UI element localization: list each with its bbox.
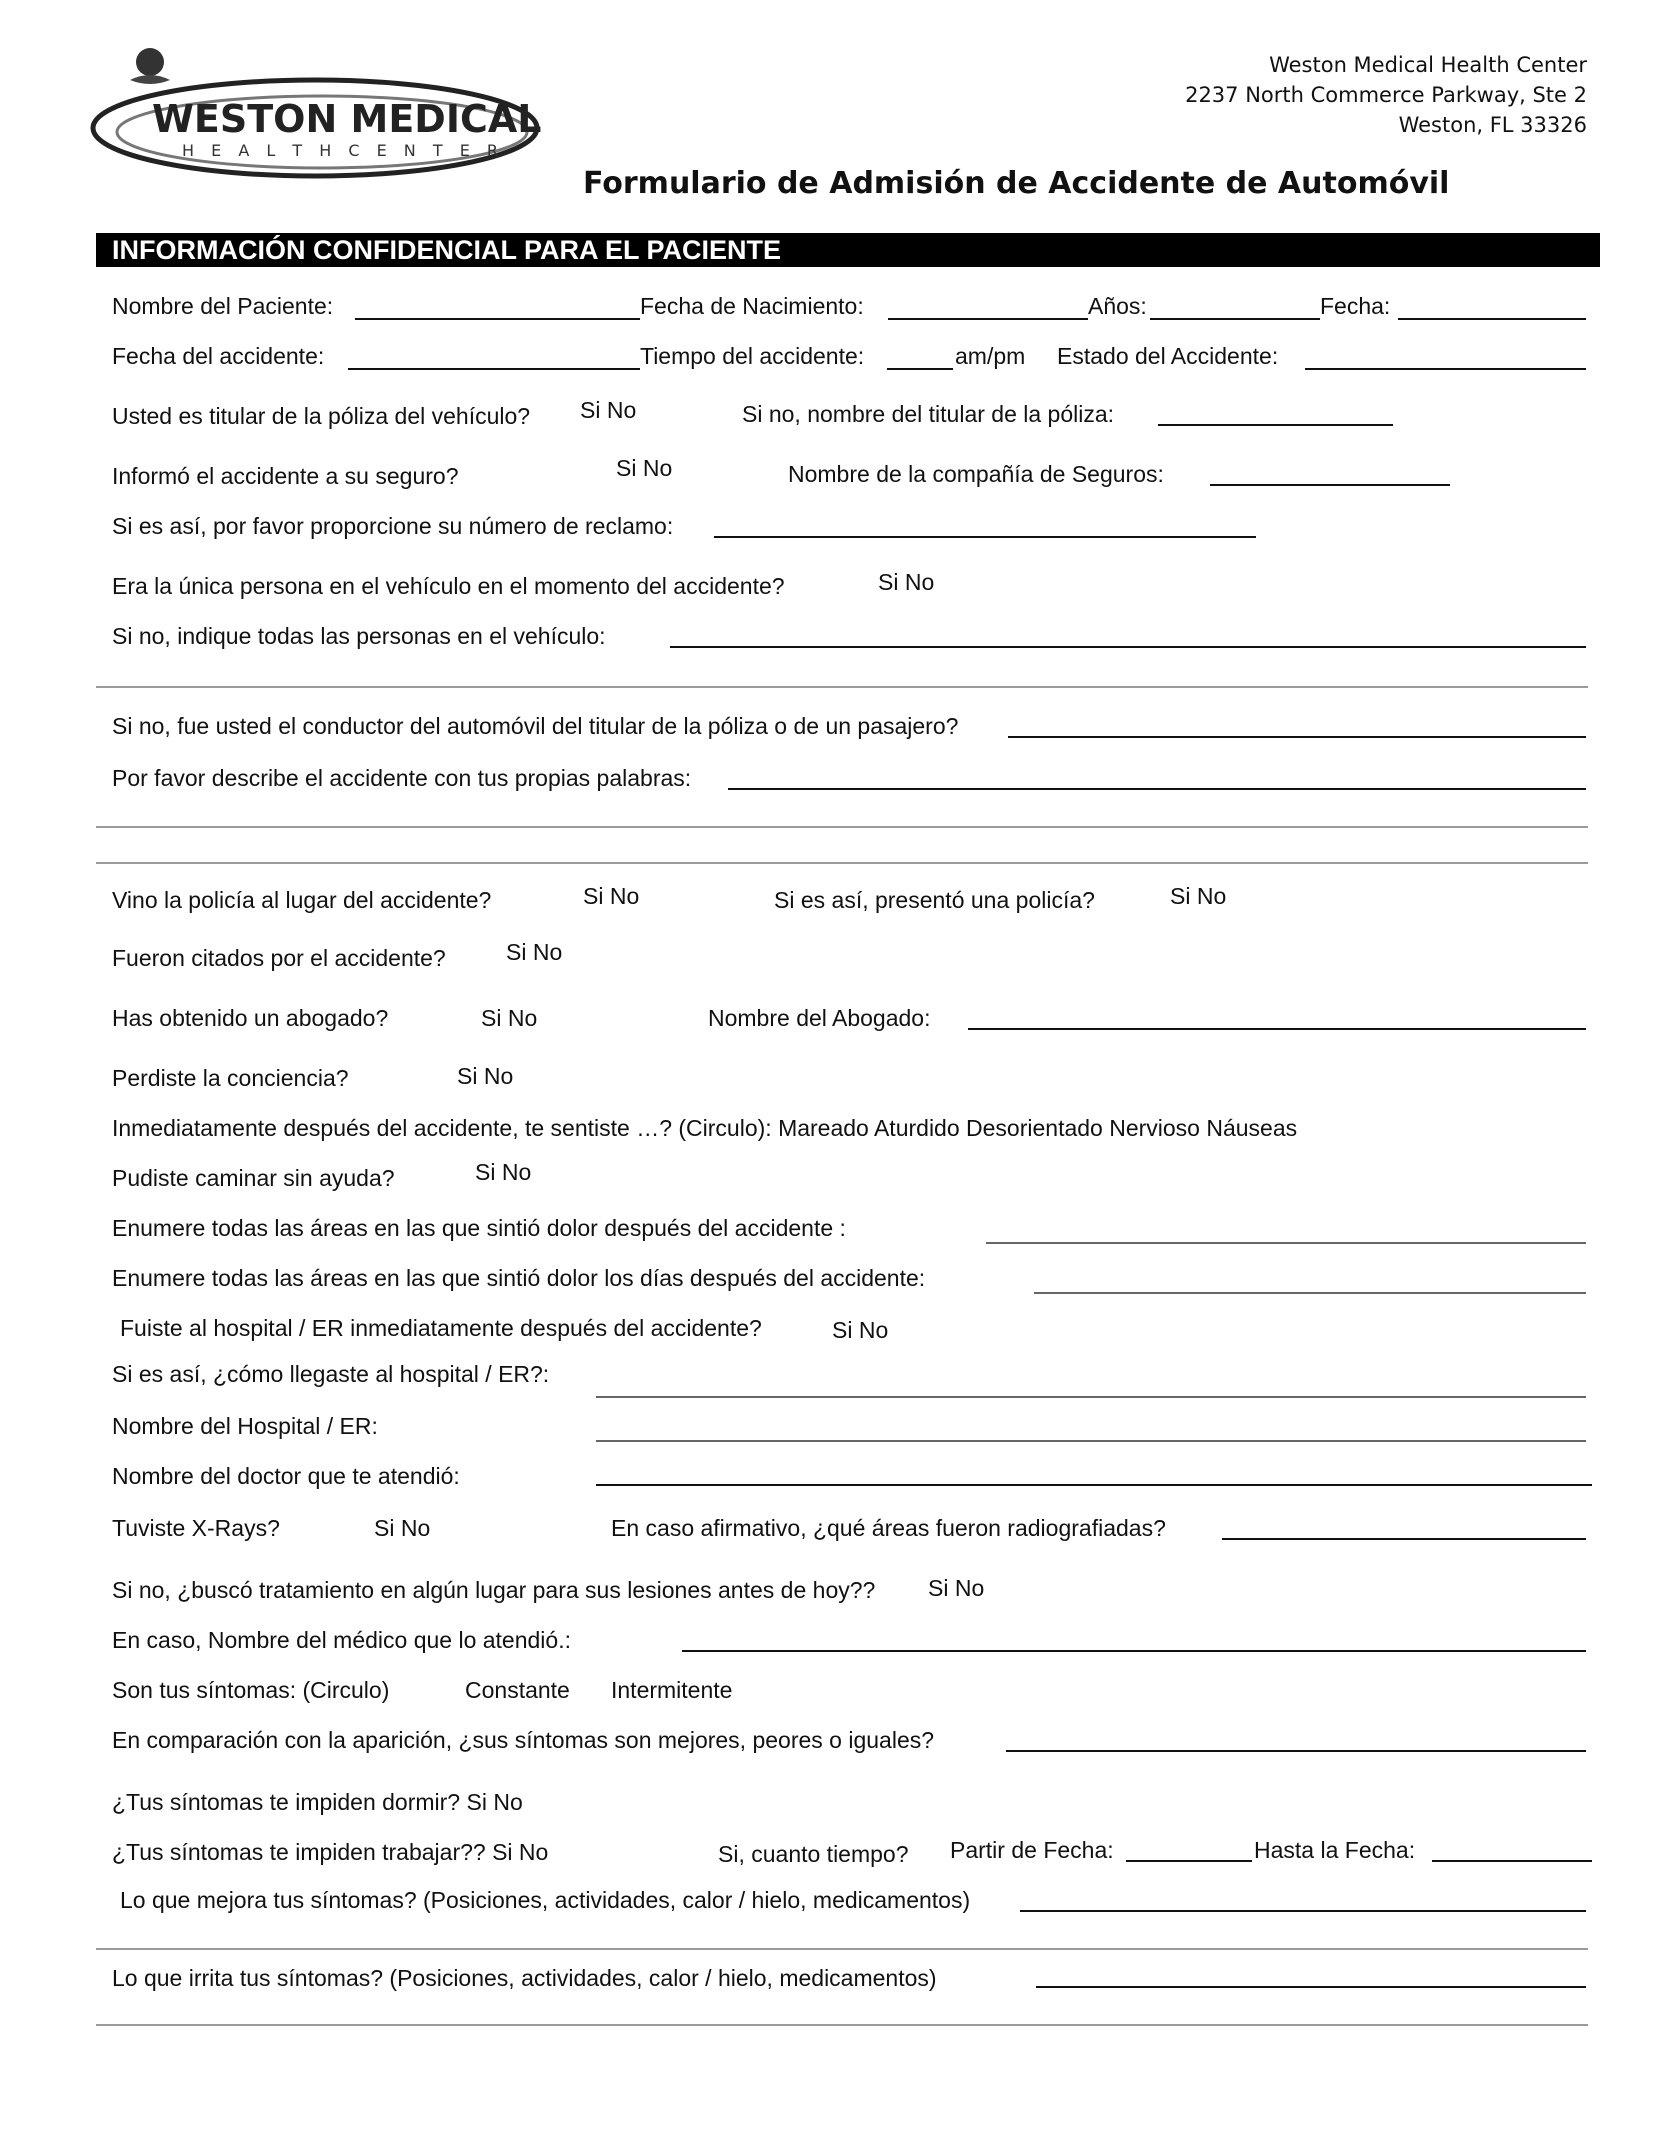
form-title: Formulario de Admisión de Accidente de Automóvil [583,166,1450,201]
label-felt-after[interactable]: Inmediatamente después del accidente, te sentiste …? (Circulo): Mareado Aturdido Desorientado Nervioso Náuseas [112,1115,1298,1141]
label-prevent-work[interactable]: ¿Tus síntomas te impiden trabajar?? Si No [112,1839,549,1865]
label-prevent-sleep[interactable]: ¿Tus síntomas te impiden dormir? Si No [112,1789,523,1815]
how-hospital-field[interactable] [596,1396,1586,1398]
label-age: Años: [1088,293,1147,319]
section-header-bar [96,233,1600,267]
date-field[interactable] [1398,318,1586,320]
label-to-date: Hasta la Fecha: [1254,1837,1416,1863]
accident-date-field[interactable] [348,368,640,370]
label-police-came: Vino la policía al lugar del accidente? [112,887,492,913]
label-driver-or-passenger: Si no, fue usted el conductor del automóvil del titular de la póliza o de un pasajero? [112,713,959,739]
irritates-symptoms-field[interactable] [1036,1986,1586,1988]
label-describe-accident: Por favor describe el accidente con tus propias palabras: [112,765,692,791]
persons-in-vehicle-field[interactable] [670,646,1586,648]
went-hospital-si-no[interactable]: Si No [832,1317,889,1343]
label-went-hospital: Fuiste al hospital / ER inmediatamente después del accidente? [120,1315,762,1341]
police-report-si-no[interactable]: Si No [1170,883,1227,909]
lawyer-si-no[interactable]: Si No [481,1005,538,1031]
treating-doctor-field[interactable] [682,1650,1586,1652]
improves-symptoms-field[interactable] [1020,1910,1586,1912]
driver-or-passenger-field[interactable] [1008,736,1586,738]
label-persons-in-vehicle: Si no, indique todas las personas en el vehículo: [112,623,606,649]
to-date-field[interactable] [1432,1860,1592,1862]
policy-holder-name-field[interactable] [1158,424,1393,426]
label-reported-insurance: Informó el accidente a su seguro? [112,463,459,489]
symptoms-constant-option[interactable]: Constante [465,1677,570,1703]
label-walk-unaided: Pudiste caminar sin ayuda? [112,1165,395,1191]
label-ampm: am/pm [955,343,1026,369]
label-lawyer: Has obtenido un abogado? [112,1005,389,1031]
label-accident-time: Tiempo del accidente: [640,343,865,369]
pain-after-field[interactable] [986,1242,1586,1244]
label-pain-days-after: Enumere todas las áreas en las que sintió dolor los días después del accidente: [112,1265,926,1291]
from-date-field[interactable] [1126,1860,1252,1862]
label-from-date: Partir de Fecha: [950,1837,1114,1863]
label-how-long: Si, cuanto tiempo? [718,1841,909,1867]
hospital-name-field[interactable] [596,1440,1586,1442]
walk-unaided-si-no[interactable]: Si No [475,1159,532,1185]
label-xrays: Tuviste X-Rays? [112,1515,280,1541]
label-policy-holder: Usted es titular de la póliza del vehículo? [112,403,531,429]
lawyer-name-field[interactable] [968,1028,1586,1030]
cited-si-no[interactable]: Si No [506,939,563,965]
birth-date-field[interactable] [888,318,1088,320]
label-lost-consciousness: Perdiste la conciencia? [112,1065,349,1091]
label-prior-treatment: Si no, ¿buscó tratamiento en algún lugar para sus lesiones antes de hoy?? [112,1577,876,1603]
xray-areas-field[interactable] [1222,1538,1586,1540]
clinic-street: 2237 North Commerce Parkway, Ste 2 [1185,83,1587,107]
section-header-text: INFORMACIÓN CONFIDENCIAL PARA EL PACIENTE [112,235,782,265]
only-person-si-no[interactable]: Si No [878,569,935,595]
divider [96,686,1588,688]
label-symptoms-comparison: En comparación con la aparición, ¿sus síntomas son mejores, peores o iguales? [112,1727,935,1753]
label-accident-state: Estado del Accidente: [1057,343,1279,369]
label-symptoms-type: Son tus síntomas: (Circulo) [112,1677,390,1703]
label-patient-name: Nombre del Paciente: [112,293,334,319]
weston-medical-logo [90,40,545,185]
divider [96,862,1588,864]
doctor-name-field[interactable] [596,1484,1592,1486]
label-only-person: Era la única persona en el vehículo en el momento del accidente? [112,573,785,599]
label-lawyer-name: Nombre del Abogado: [708,1005,931,1031]
policy-holder-si-no[interactable]: Si No [580,397,637,423]
label-doctor-name: Nombre del doctor que te atendió: [112,1463,460,1489]
label-irritates-symptoms: Lo que irrita tus síntomas? (Posiciones, actividades, calor / hielo, medicamentos) [112,1965,937,1991]
label-birth-date: Fecha de Nacimiento: [640,293,864,319]
clinic-city: Weston, FL 33326 [1398,113,1587,137]
label-policy-holder-name: Si no, nombre del titular de la póliza: [742,401,1115,427]
label-cited: Fueron citados por el accidente? [112,945,446,971]
label-insurance-company: Nombre de la compañía de Seguros: [788,461,1164,487]
lost-consciousness-si-no[interactable]: Si No [457,1063,514,1089]
label-pain-after: Enumere todas las áreas en las que sintió dolor después del accidente : [112,1215,846,1241]
patient-name-field[interactable] [355,318,640,320]
label-hospital-name: Nombre del Hospital / ER: [112,1413,378,1439]
svg-text:H E A L T H C E N T E R: H E A L T H C E N T E R [182,141,504,160]
divider [96,2024,1588,2026]
age-field[interactable] [1150,318,1320,320]
clinic-name: Weston Medical Health Center [1269,53,1587,77]
reported-insurance-si-no[interactable]: Si No [616,455,673,481]
label-treating-doctor: En caso, Nombre del médico que lo atendió.: [112,1627,571,1653]
divider [96,1948,1588,1950]
describe-accident-field[interactable] [728,788,1586,790]
xrays-si-no[interactable]: Si No [374,1515,431,1541]
symptoms-intermittent-option[interactable]: Intermitente [611,1677,733,1703]
accident-state-field[interactable] [1305,368,1586,370]
prior-treatment-si-no[interactable]: Si No [928,1575,985,1601]
police-came-si-no[interactable]: Si No [583,883,640,909]
label-accident-date: Fecha del accidente: [112,343,325,369]
label-police-report: Si es así, presentó una policía? [774,887,1095,913]
svg-text:WESTON MEDICAL: WESTON MEDICAL [152,97,542,141]
label-improves-symptoms: Lo que mejora tus síntomas? (Posiciones, actividades, calor / hielo, medicamentos) [120,1887,971,1913]
insurance-company-field[interactable] [1210,484,1450,486]
claim-number-field[interactable] [714,536,1256,538]
label-xray-areas: En caso afirmativo, ¿qué áreas fueron radiografiadas? [611,1515,1166,1541]
accident-time-field[interactable] [887,368,953,370]
label-date: Fecha: [1320,293,1391,319]
divider [96,826,1588,828]
label-claim-number: Si es así, por favor proporcione su número de reclamo: [112,513,674,539]
pain-days-after-field[interactable] [1034,1292,1586,1294]
label-how-hospital: Si es así, ¿cómo llegaste al hospital / ER?: [112,1361,550,1387]
symptoms-comparison-field[interactable] [1006,1750,1586,1752]
